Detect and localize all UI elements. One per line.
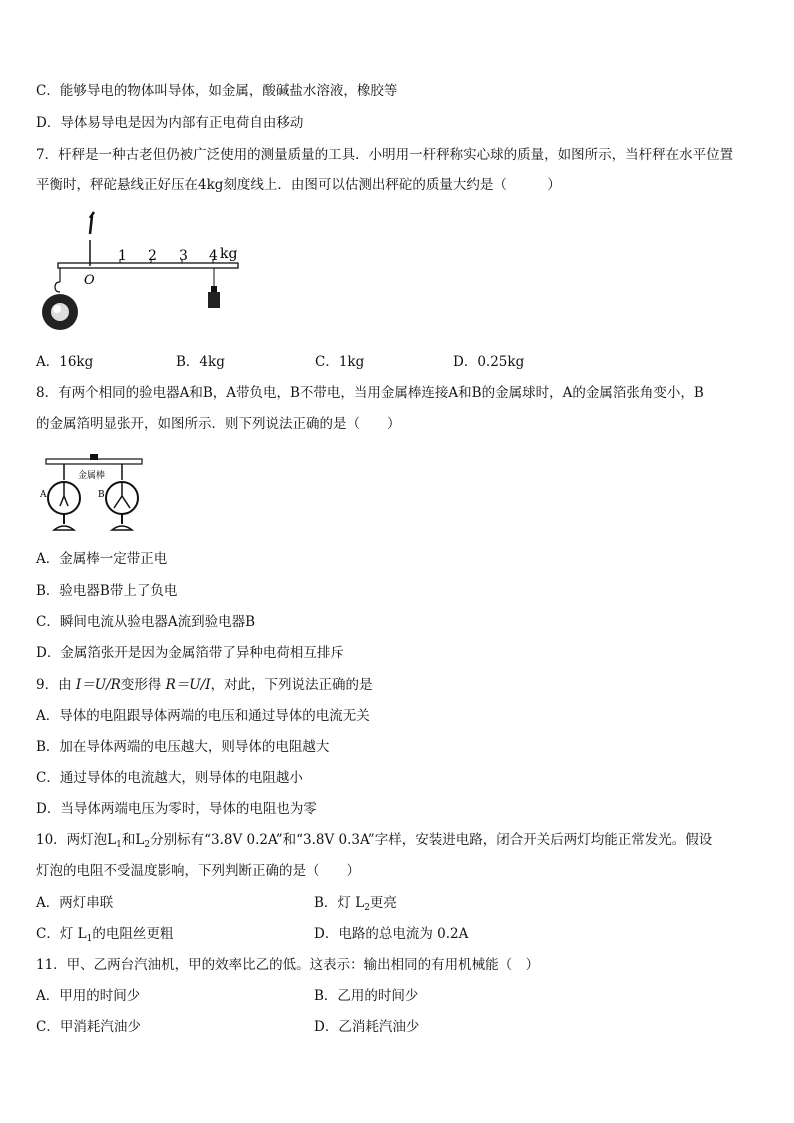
q9-option-a: A．导体的电阻跟导体两端的电压和通过导体的电流无关 bbox=[36, 708, 370, 724]
q8-stem-line2: 的金属箔明显张开，如图所示．则下列说法正确的是（ ） bbox=[36, 416, 401, 432]
q10-option-d: D．电路的总电流为 0.2A bbox=[314, 926, 469, 942]
q10-option-b bbox=[314, 894, 397, 912]
q7-option-d: D．0.25kg bbox=[453, 354, 525, 370]
q7-option-a: A．16kg bbox=[36, 354, 94, 370]
q10-text-a: 10．两灯泡L bbox=[36, 832, 117, 848]
label-b: B bbox=[98, 490, 105, 500]
q10-option-c-sub: 1 bbox=[86, 934, 93, 944]
q10-option-c-tail: 的电阻丝更粗 bbox=[92, 926, 174, 942]
q9-stem-prefix: 9．由 bbox=[36, 677, 76, 693]
unit-label: kg bbox=[220, 246, 238, 262]
q7-stem-line2: 平衡时，秤砣悬线正好压在4kg刻度线上．由图可以估测出秤砣的质量大约是（ ） bbox=[36, 177, 561, 193]
tick-label: 4 bbox=[209, 248, 218, 264]
q10-stem-line1 bbox=[36, 831, 712, 849]
q7-option-c: C．1kg bbox=[315, 354, 365, 370]
q10-option-a: A．两灯串联 bbox=[36, 895, 114, 911]
q7-option-b: B．4kg bbox=[176, 354, 225, 370]
q11-option-c: C．甲消耗汽油少 bbox=[36, 1019, 141, 1035]
q9-stem-suffix: ，对此，下列说法正确的是 bbox=[210, 677, 373, 693]
q9-formula-1: I＝U/R bbox=[75, 677, 121, 693]
q9-option-c: C．通过导体的电流越大，则导体的电阻越小 bbox=[36, 770, 303, 786]
q8-stem-line1: 8．有两个相同的验电器A和B，A带负电，B不带电，当用金属棒连接A和B的金属球时，A的金属箔张角变小，B bbox=[36, 385, 704, 401]
q9-option-d: D．当导体两端电压为零时，导体的电阻也为零 bbox=[36, 801, 317, 817]
q10-option-c-text: C．灯 L bbox=[36, 926, 87, 942]
q10-text-b: 和L bbox=[121, 832, 145, 848]
q9-stem-middle: 变形得 bbox=[120, 677, 166, 693]
q6-option-d: D．导体易导电是因为内部有正电荷自由移动 bbox=[36, 115, 304, 131]
q10-option-b-text: B．灯 L bbox=[314, 895, 365, 911]
q7-stem-line1: 7．杆秤是一种古老但仍被广泛使用的测量质量的工具．小明用一杆秤称实心球的质量，如图所示，当杆秤在水平位置 bbox=[36, 147, 734, 163]
steelyard-figure bbox=[38, 210, 248, 338]
q11-stem: 11．甲、乙两台汽油机，甲的效率比乙的低。这表示：输出相同的有用机械能（ ） bbox=[36, 957, 540, 973]
q10-option-b-tail: 更亮 bbox=[369, 895, 397, 911]
tick-label: 3 bbox=[179, 248, 188, 264]
q8-option-a: A．金属棒一定带正电 bbox=[36, 551, 168, 567]
pivot-label: O bbox=[84, 273, 95, 288]
q10-sub-2: 2 bbox=[144, 840, 151, 850]
q10-text-c: 分别标有“3.8V 0.2A”和“3.8V 0.3A”字样，安装进电路，闭合开关后两灯均能正常发光。假设 bbox=[150, 832, 713, 848]
q8-option-d: D．金属箔张开是因为金属箔带了异种电荷相互排斥 bbox=[36, 645, 344, 661]
q6-option-c: C．能够导电的物体叫导体，如金属，酸碱盐水溶液，橡胶等 bbox=[36, 83, 398, 99]
q10-option-c bbox=[36, 925, 173, 943]
tick-label: 1 bbox=[118, 248, 127, 264]
q9-option-b: B．加在导体两端的电压越大，则导体的电阻越大 bbox=[36, 739, 330, 755]
q11-option-a: A．甲用的时间少 bbox=[36, 988, 141, 1004]
q10-option-b-sub: 2 bbox=[364, 903, 370, 913]
q10-sub-1: 1 bbox=[116, 840, 122, 850]
tick-label: 2 bbox=[148, 248, 157, 264]
label-a: A bbox=[40, 490, 47, 500]
q8-option-c: C．瞬间电流从验电器A流到验电器B bbox=[36, 614, 255, 630]
q9-stem bbox=[36, 676, 373, 694]
steelyard-hanger bbox=[90, 212, 94, 234]
q9-formula-2: R＝U/I bbox=[165, 677, 211, 693]
q10-stem-line2: 灯泡的电阻不受温度影响，下列判断正确的是（ ） bbox=[36, 863, 360, 879]
counterweight bbox=[208, 292, 220, 308]
q8-option-b: B．验电器B带上了负电 bbox=[36, 583, 178, 599]
q11-option-d: D．乙消耗汽油少 bbox=[314, 1019, 420, 1035]
q11-option-b: B．乙用的时间少 bbox=[314, 988, 419, 1004]
electroscope-figure bbox=[38, 452, 150, 534]
rod-label: 金属棒 bbox=[78, 471, 106, 481]
